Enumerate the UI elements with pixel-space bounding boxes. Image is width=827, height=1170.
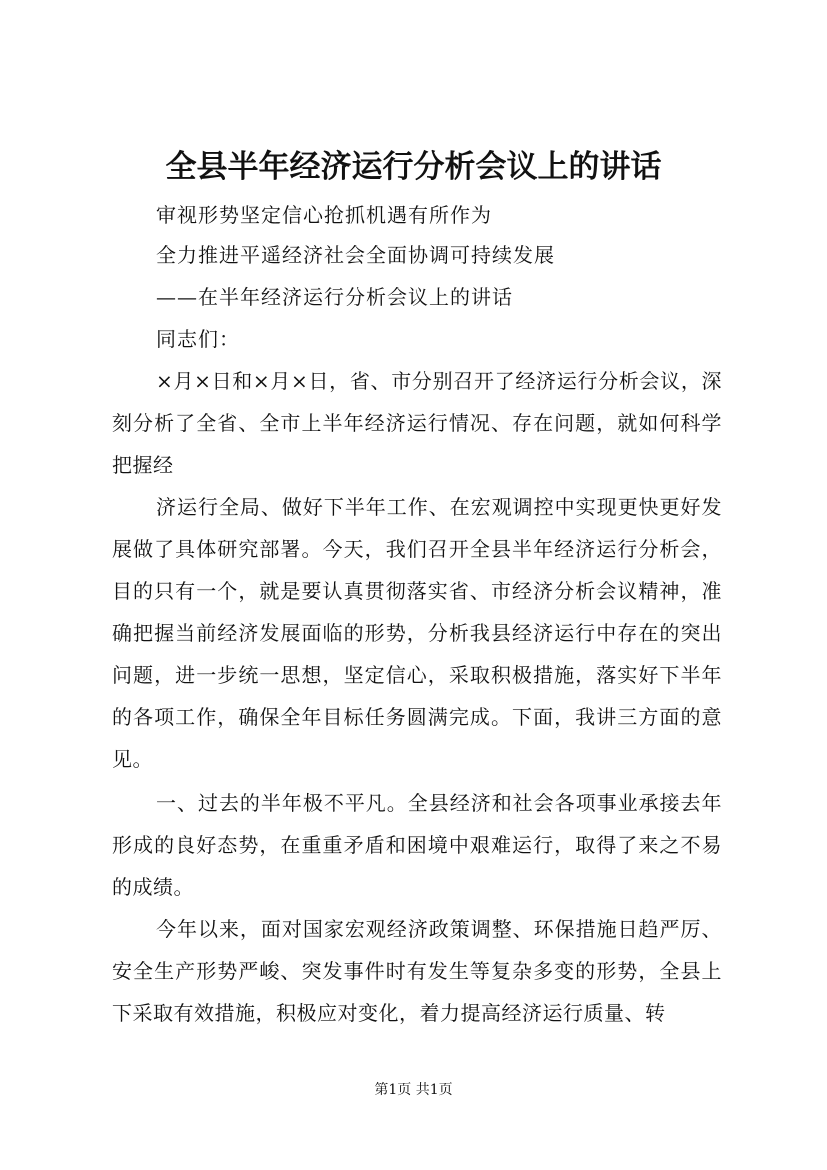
subtitle-line-3: ——在半年经济运行分析会议上的讲话 — [156, 285, 513, 309]
paragraph-2: 济运行全局、做好下半年工作、在宏观调控中实现更快更好发展做了具体研究部署。今天，我们召开全县半年经济运行分析会，目的只有一个，就是要认真贯彻落实省、市经济分析会议精神，准确把握当前经济发展面临的形势，分析我县经济运行中存在的突出问题，进一步统一思想，坚定信心，采取积极措施，落实好下半年的各项工作，确保全年目标任务圆满完成。下面，我讲三方面的意见。 — [112, 495, 722, 771]
paragraph-3: 一、过去的半年极不平凡。全县经济和社会各项事业承接去年形成的良好态势，在重重矛盾和困境中艰难运行，取得了来之不易的成绩。 — [112, 791, 722, 899]
subtitle-line-1: 审视形势坚定信心抢抓机遇有所作为 — [156, 203, 492, 227]
paragraph-1: ×月×日和×月×日，省、市分别召开了经济运行分析会议，深刻分析了全省、全市上半年经济运行情况、存在问题，就如何科学把握经 — [112, 369, 722, 477]
subtitle-line-2: 全力推进平遥经济社会全面协调可持续发展 — [156, 243, 555, 267]
document-title: 全县半年经济运行分析会议上的讲话 — [165, 149, 662, 185]
paragraph-4: 今年以来，面对国家宏观经济政策调整、环保措施日趋严厉、安全生产形势严峻、突发事件时有发生等复杂多变的形势，全县上下采取有效措施，积极应对变化，着力提高经济运行质量、转 — [112, 917, 722, 1025]
page-footer: 第1页 共1页 — [374, 1082, 453, 1098]
salutation: 同志们： — [156, 327, 240, 351]
